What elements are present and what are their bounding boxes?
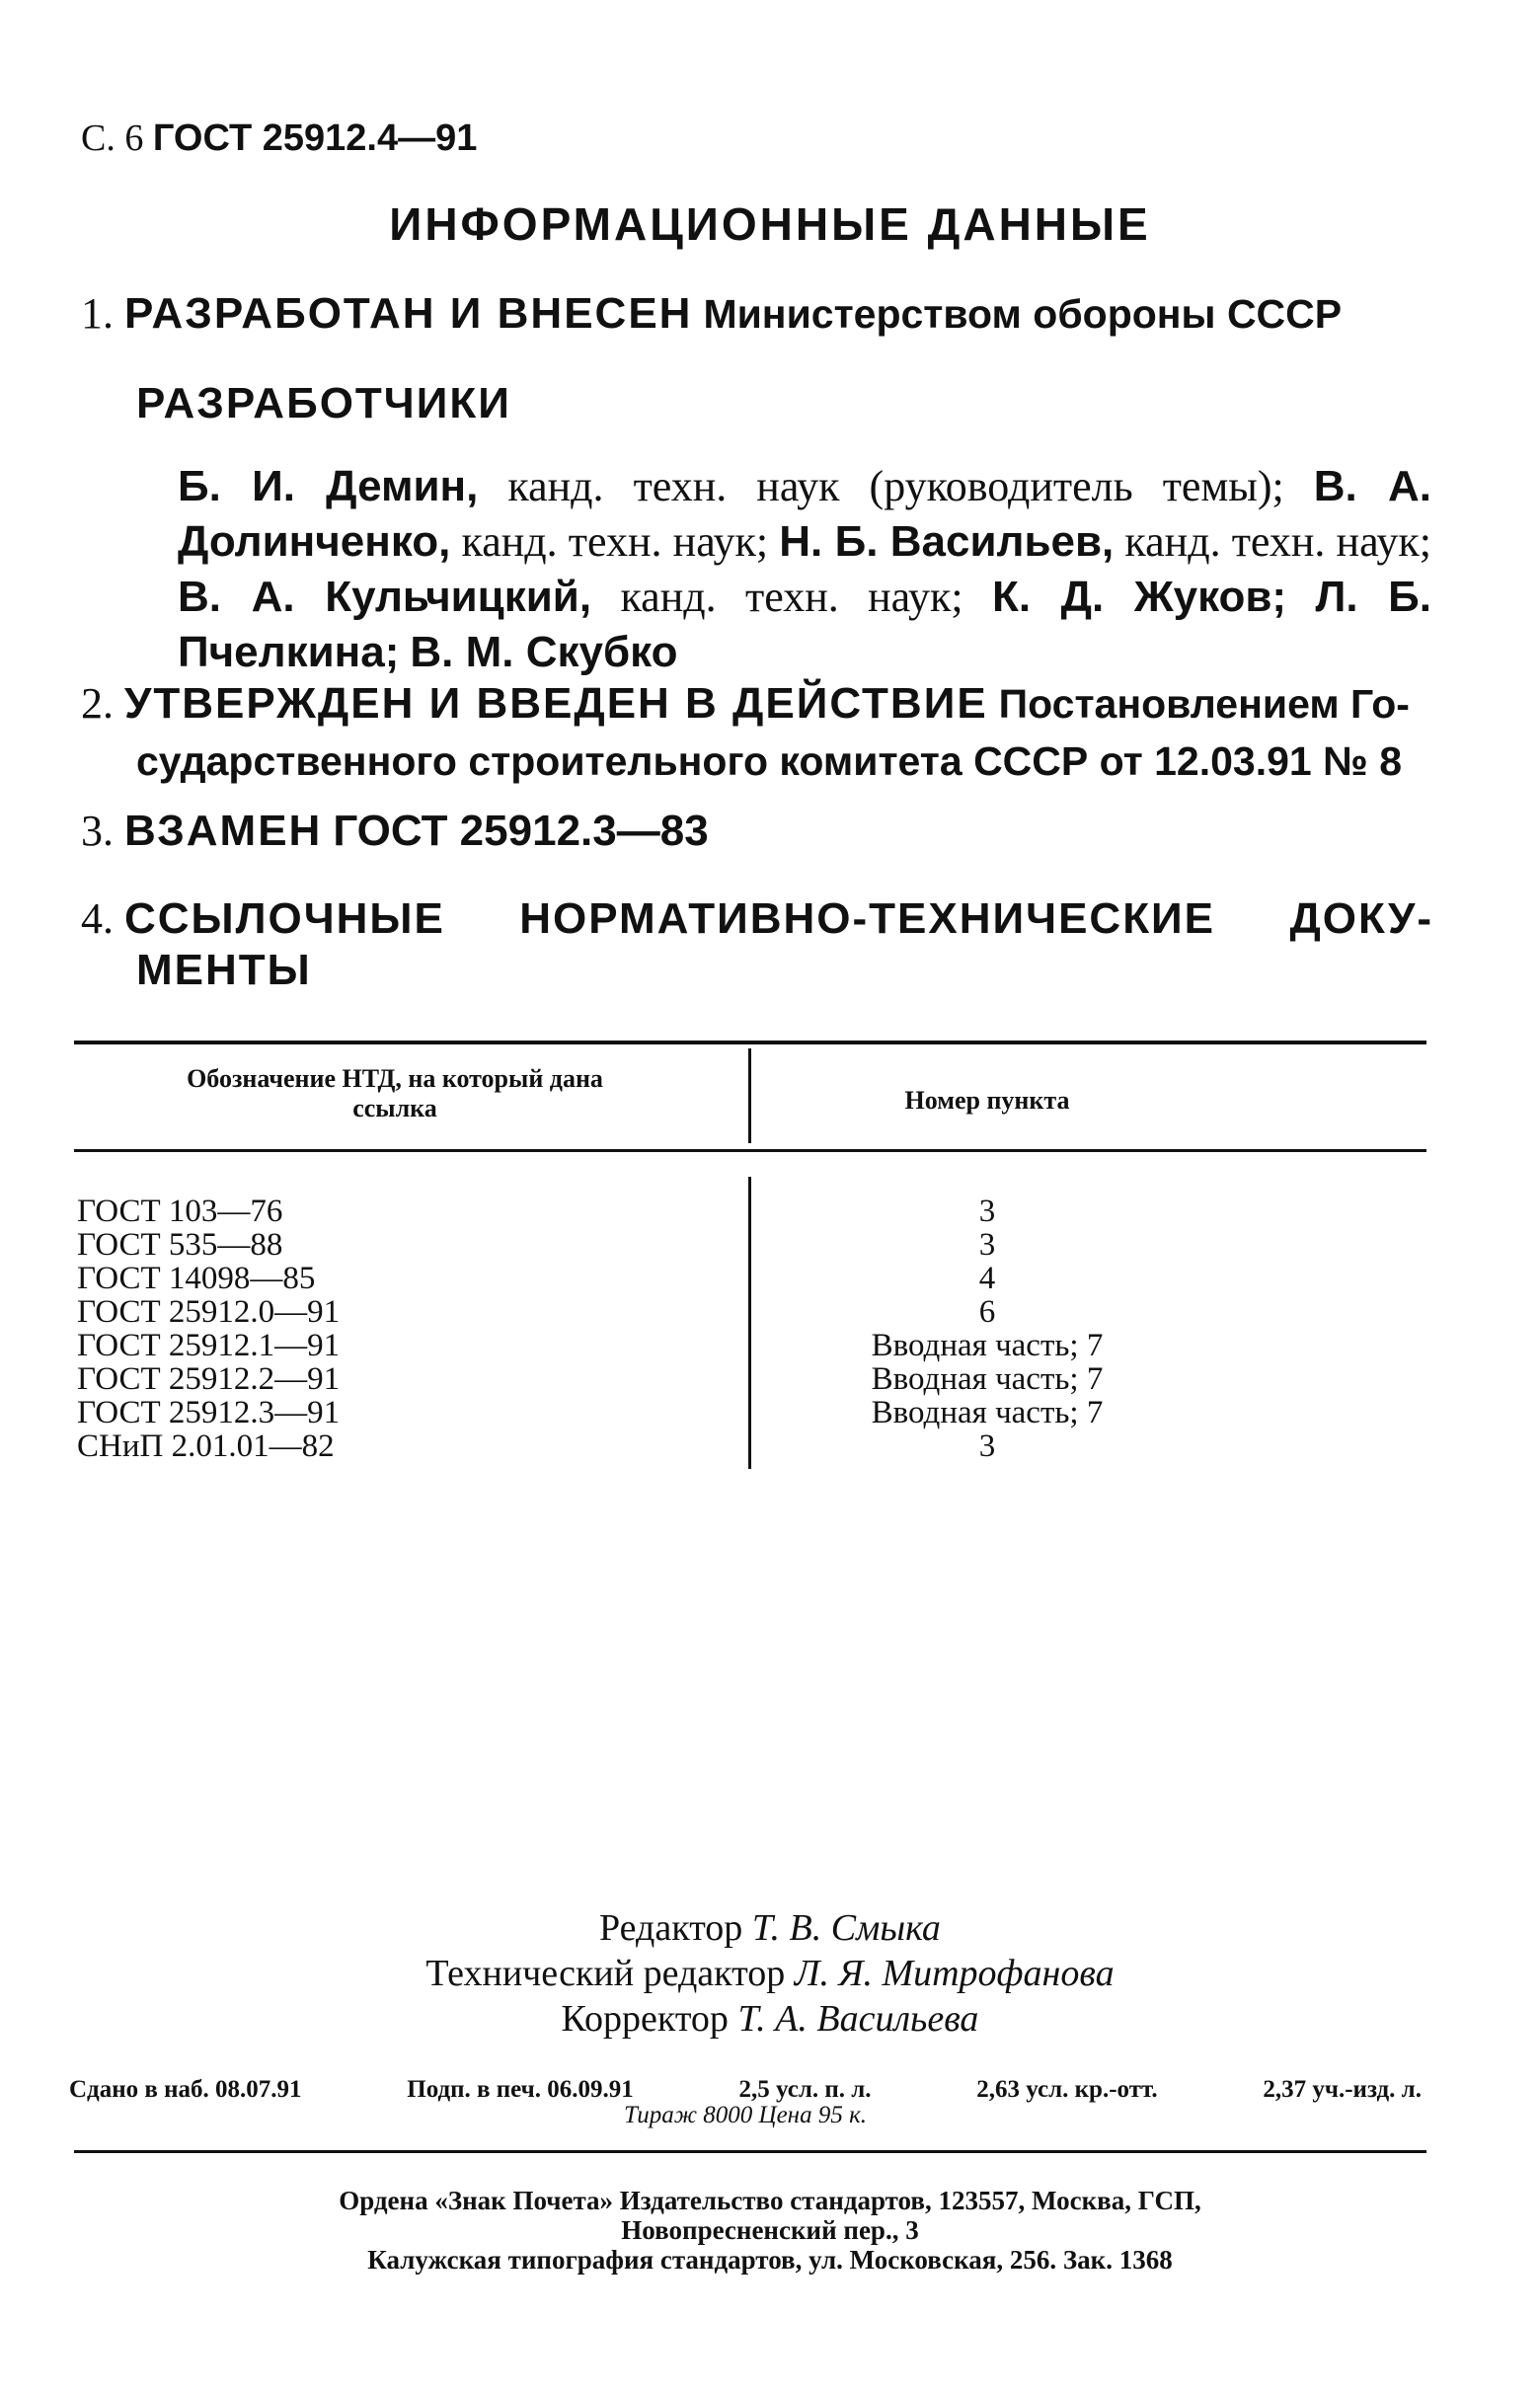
section-number: 2. [81,679,114,728]
section-2 [81,675,1435,790]
section-text: Постановлением Го- [998,681,1410,727]
section-caps: ВЗАМЕН [124,807,323,855]
section-caps: РАЗРАБОТАН И ВНЕСЕН [124,289,693,338]
section-caps: ССЫЛОЧНЫЕ [124,894,445,943]
credit-role: Технический редактор [425,1953,786,1994]
publisher-line: Новопресненский пер., 3 [621,2215,919,2245]
table-cell-item: 4 [978,1261,996,1296]
developer-info: канд. техн. наук; [1124,517,1431,566]
table-cell-item: 3 [978,1194,996,1229]
section-4 [81,893,1433,996]
publisher [0,2186,1540,2275]
header-item: Номер пункта [904,1086,1070,1115]
developers-list [178,459,1431,680]
developer-name: Л. Б. Пчелкина; [178,573,1432,676]
table-cell-item: 3 [978,1428,996,1464]
page-label: С. 6 [81,117,144,159]
section-text: сударственного строительного комитета СССР от 12.03.91 № 8 [136,738,1403,784]
standard-number: ГОСТ 25912.4—91 [152,117,478,159]
publisher-line: Ордена «Знак Почета» Издательство стандартов, 123557, Москва, ГСП, [339,2186,1201,2215]
imprint-part: 2,37 уч.-изд. л. [1263,2076,1422,2103]
table-cell-doc: ГОСТ 103—76 [77,1194,283,1229]
section-text: Министерством обороны СССР [703,291,1343,337]
credit-role: Корректор [561,1998,729,2040]
section-text: ГОСТ 25912.3—83 [333,807,709,855]
credit-line [0,1996,1540,2042]
developer-name: В. А. Долинченко, [178,462,1431,566]
table-cell-doc: СНиП 2.01.01—82 [77,1428,335,1464]
credit-role: Редактор [599,1907,743,1949]
credit-name: Л. Я. Митрофанова [794,1953,1115,1994]
section-caps: НОРМАТИВНО-ТЕХНИЧЕСКИЕ [519,894,1216,943]
table-cell-doc: ГОСТ 25912.2—91 [77,1361,341,1397]
imprint [69,2077,1422,2128]
section-caps: МЕНТЫ [136,946,312,994]
developer-info: канд. техн. наук; [461,517,769,566]
section-number: 3. [81,807,114,855]
credits [0,1905,1540,2042]
developer-name: К. Д. Жуков; [991,573,1287,621]
credit-name: Т. В. Смыка [751,1907,941,1949]
credit-name: Т. А. Васильева [737,1998,979,2040]
section-number: 1. [81,289,114,338]
table-header-rule [74,1149,1426,1152]
credit-line [0,1951,1540,1996]
table-cell-item: Вводная часть; 7 [871,1361,1104,1397]
developer-info: канд. техн. наук (руководитель темы); [507,462,1284,510]
table-cell-doc: ГОСТ 14098—85 [77,1261,316,1296]
developer-info: канд. техн. наук; [620,573,963,621]
imprint-part: 2,5 усл. п. л. [738,2076,872,2103]
developers-heading: РАЗРАБОТЧИКИ [136,379,511,427]
table-cell-doc: ГОСТ 535—88 [77,1227,283,1263]
header-doc: Обозначение НТД, на который дана ссылка [187,1064,603,1122]
table-cell-doc: ГОСТ 25912.0—91 [77,1294,341,1330]
document-title: ИНФОРМАЦИОННЫЕ ДАННЫЕ [389,198,1151,250]
developer-name: В. М. Скубко [410,628,678,676]
publisher-line: Калужская типография стандартов, ул. Московская, 256. Зак. 1368 [367,2245,1173,2275]
imprint-rule [74,2150,1426,2153]
table-cell-doc: ГОСТ 25912.1—91 [77,1328,341,1363]
section-number: 4. [81,894,114,943]
imprint-part: Сдано в наб. 08.07.91 [69,2076,302,2103]
credit-line [0,1905,1540,1951]
table-cell-item: Вводная часть; 7 [871,1328,1104,1363]
developer-name: Н. Б. Васильев, [779,517,1115,566]
imprint-part: Подп. в печ. 06.09.91 [407,2076,634,2103]
page-header [81,116,477,160]
table-cell-doc: ГОСТ 25912.3—91 [77,1395,341,1430]
table-cell-item: 6 [978,1294,996,1330]
imprint-part: 2,63 усл. кр.-отт. [976,2076,1158,2103]
section-3 [81,806,709,856]
table-cell-item: Вводная часть; 7 [871,1395,1104,1430]
table-top-rule [74,1041,1426,1044]
imprint-circulation: Тираж 8000 Цена 95 к. [623,2102,868,2128]
section-caps: ДОКУ- [1289,894,1433,943]
developer-name: В. А. Кульчицкий, [178,573,592,621]
section-caps: УТВЕРЖДЕН И ВВЕДЕН В ДЕЙСТВИЕ [124,679,988,728]
table-cell-item: 3 [978,1227,996,1263]
section-1 [81,288,1342,339]
developer-name: Б. И. Демин, [178,462,479,510]
